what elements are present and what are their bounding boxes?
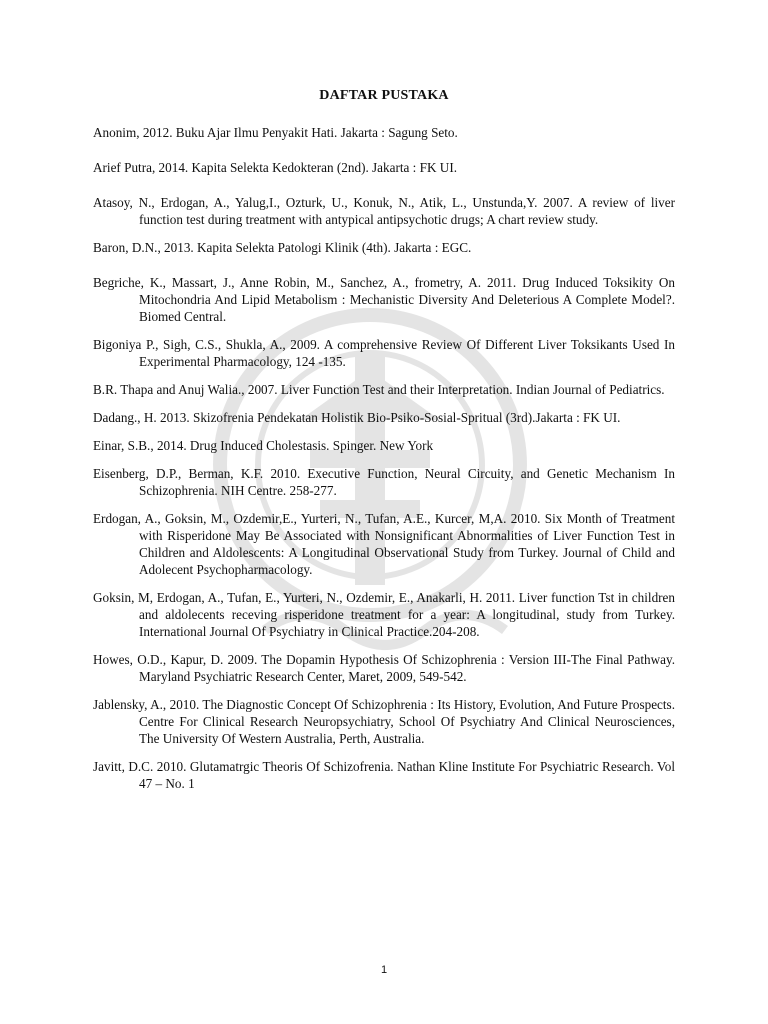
reference-entry: Anonim, 2012. Buku Ajar Ilmu Penyakit Hati. Jakarta : Sagung Seto.	[93, 125, 458, 140]
reference-entry: Baron, D.N., 2013. Kapita Selekta Patologi Klinik (4th). Jakarta : EGC.	[93, 240, 472, 255]
reference-entry: Atasoy, N., Erdogan, A., Yalug,I., Ozturk, U., Konuk, N., Atik, L., Unstunda,Y. 2007. A review of liver function test during treatment with antypical antipsychotic drugs; A chart review study.	[93, 195, 675, 227]
page-title: DAFTAR PUSTAKA	[319, 88, 449, 103]
reference-entry: Eisenberg, D.P., Berman, K.F. 2010. Executive Function, Neural Circuity, and Genetic Mechanism In Schizophrenia. NIH Centre. 258-277.	[93, 466, 675, 498]
reference-entry: Javitt, D.C. 2010. Glutamatrgic Theoris Of Schizofrenia. Nathan Kline Institute For Psychiatric Research. Vol 47 – No. 1	[93, 759, 675, 791]
reference-entry: Dadang., H. 2013. Skizofrenia Pendekatan Holistik Bio-Psiko-Sosial-Spritual (3rd).Jakarta : FK UI.	[93, 410, 621, 425]
reference-entry: Jablensky, A., 2010. The Diagnostic Concept Of Schizophrenia : Its History, Evolution, And Future Prospects. Centre For Clinical Research Neuropsychiatry, School Of Psychiatry And Clinical Neurosciences, The University Of Western Australia, Perth, Australia.	[93, 697, 675, 746]
reference-entry: B.R. Thapa and Anuj Walia., 2007. Liver Function Test and their Interpretation. Indian Journal of Pediatrics.	[93, 382, 665, 397]
page-number: 1	[380, 964, 388, 976]
reference-entry: Arief Putra, 2014. Kapita Selekta Kedokteran (2nd). Jakarta : FK UI.	[93, 160, 458, 175]
reference-entry: Einar, S.B., 2014. Drug Induced Cholestasis. Spinger. New York	[93, 438, 434, 453]
reference-entry: Howes, O.D., Kapur, D. 2009. The Dopamin Hypothesis Of Schizophrenia : Version III-The Final Pathway. Maryland Psychiatric Research Center, Maret, 2009, 549-542.	[93, 652, 675, 684]
reference-entry: Bigoniya P., Sigh, C.S., Shukla, A., 2009. A comprehensive Review Of Different Liver Toksikants Used In Experimental Pharmacology, 124 -135.	[93, 337, 675, 369]
reference-entry: Erdogan, A., Goksin, M., Ozdemir,E., Yurteri, N., Tufan, A.E., Kurcer, M,A. 2010. Six Month of Treatment with Risperidone May Be Associated with Nonsignificant Abnormalities of Liver Function Test in Children and Aldolescents: A Longitudinal Observational Study from Turkey. Journal of Child and Adolecent Psychopharmacology.	[93, 511, 675, 577]
reference-entry: Goksin, M, Erdogan, A., Tufan, E., Yurteri, N., Ozdemir, E., Anakarli, H. 2011. Liver function Tst in children and aldolecents receving risperidone treatment for a year: A longitudinal, study from Turkey. International Journal Of Psychiatry in Clinical Practice.204-208.	[93, 590, 675, 639]
reference-list	[93, 124, 675, 792]
reference-entry: Begriche, K., Massart, J., Anne Robin, M., Sanchez, A., frometry, A. 2011. Drug Induced Toksikity On Mitochondria And Lipid Metabolism : Mechanistic Diversity And Deleterious A Complete Model?. Biomed Central.	[93, 275, 675, 324]
